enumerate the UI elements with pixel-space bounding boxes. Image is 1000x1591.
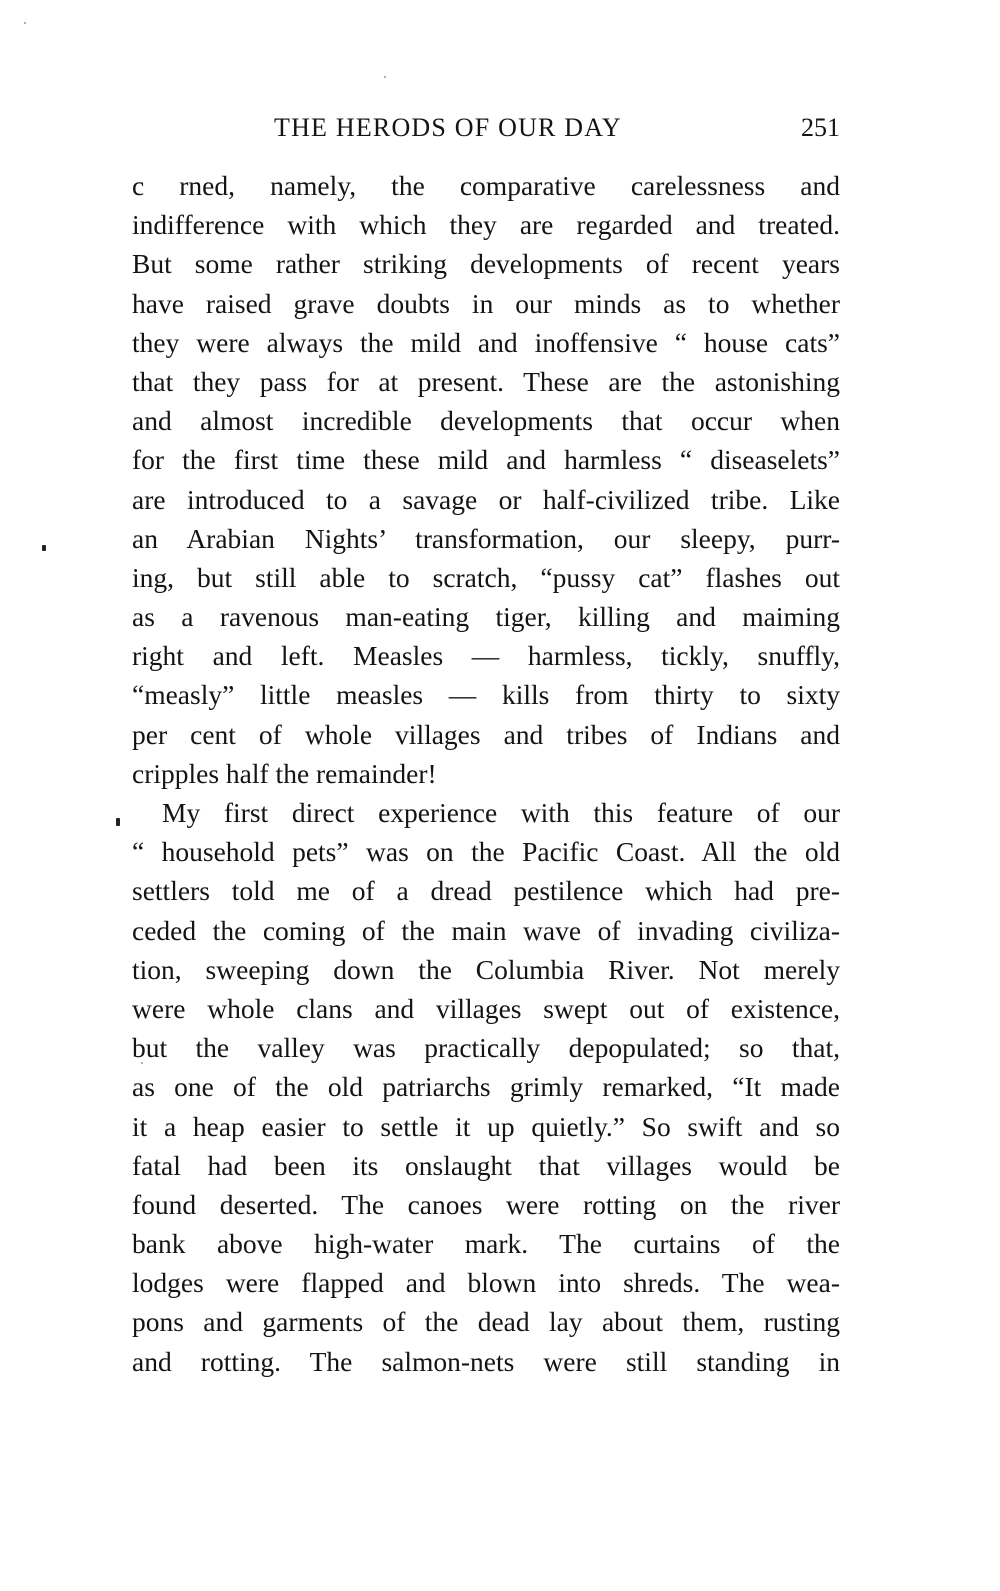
text-line: they were always the mild and inoffensive “ house cats” — [132, 326, 840, 358]
text-line: have raised grave doubts in our minds as to whether — [132, 287, 840, 319]
text-line: per cent of whole villages and tribes of Indians and — [132, 718, 840, 750]
text-line: but the valley was practically depopulated; so that, — [132, 1032, 840, 1064]
text-line: right and left. Measles — harmless, tickly, snuffly, — [132, 640, 840, 672]
running-title: THE HERODS OF OUR DAY — [274, 113, 622, 142]
text-line: bank above high-water mark. The curtains of the — [132, 1228, 840, 1260]
text-line: c rned, namely, the comparative carelessness and — [132, 170, 840, 201]
text-line: found deserted. The canoes were rotting on the river — [132, 1188, 840, 1220]
text-line: But some rather striking developments of recent years — [132, 248, 840, 280]
text-line: an Arabian Nights’ transformation, our sleepy, purr- — [132, 522, 840, 554]
text-line: that they pass for at present. These are the astonishing — [132, 365, 840, 397]
page-number: 251 — [801, 113, 840, 142]
text-line: for the first time these mild and harmless “ diseaselets” — [132, 444, 840, 476]
text-line: are introduced to a savage or half-civilized tribe. Like — [132, 483, 840, 515]
text-line: “ household pets” was on the Pacific Coast. All the old — [132, 836, 840, 868]
text-line: My first direct experience with this feature of our — [162, 797, 840, 828]
body-text — [132, 166, 840, 1381]
scan-speck — [384, 76, 386, 78]
scan-speck — [24, 22, 26, 24]
text-line: indifference with which they are regarded and treated. — [132, 209, 840, 241]
margin-mark — [116, 818, 120, 826]
text-line: “measly” little measles — kills from thirty to sixty — [132, 679, 840, 711]
text-line: as one of the old patriarchs grimly remarked, “It made — [132, 1071, 840, 1103]
text-line: tion, sweeping down the Columbia River. Not merely — [132, 953, 840, 985]
text-line: and almost incredible developments that occur when — [132, 405, 840, 437]
text-line: and rotting. The salmon-nets were still standing in — [132, 1345, 840, 1377]
running-head — [132, 108, 840, 148]
text-line: cripples half the remainder! — [132, 757, 437, 789]
text-line: lodges were flapped and blown into shreds. The wea- — [132, 1267, 840, 1299]
text-line: ceded the coming of the main wave of invading civiliza- — [132, 914, 840, 946]
text-line: fatal had been its onslaught that villages would be — [132, 1149, 840, 1181]
text-line: ing, but still able to scratch, “pussy cat” flashes out — [132, 561, 840, 593]
text-line: were whole clans and villages swept out of existence, — [132, 992, 840, 1024]
text-line: settlers told me of a dread pestilence which had pre- — [132, 875, 840, 907]
text-line: pons and garments of the dead lay about them, rusting — [132, 1306, 840, 1338]
text-line: as a ravenous man-eating tiger, killing and maiming — [132, 601, 840, 633]
text-line: it a heap easier to settle it up quietly.” So swift and so — [132, 1110, 840, 1142]
margin-mark — [42, 545, 46, 551]
